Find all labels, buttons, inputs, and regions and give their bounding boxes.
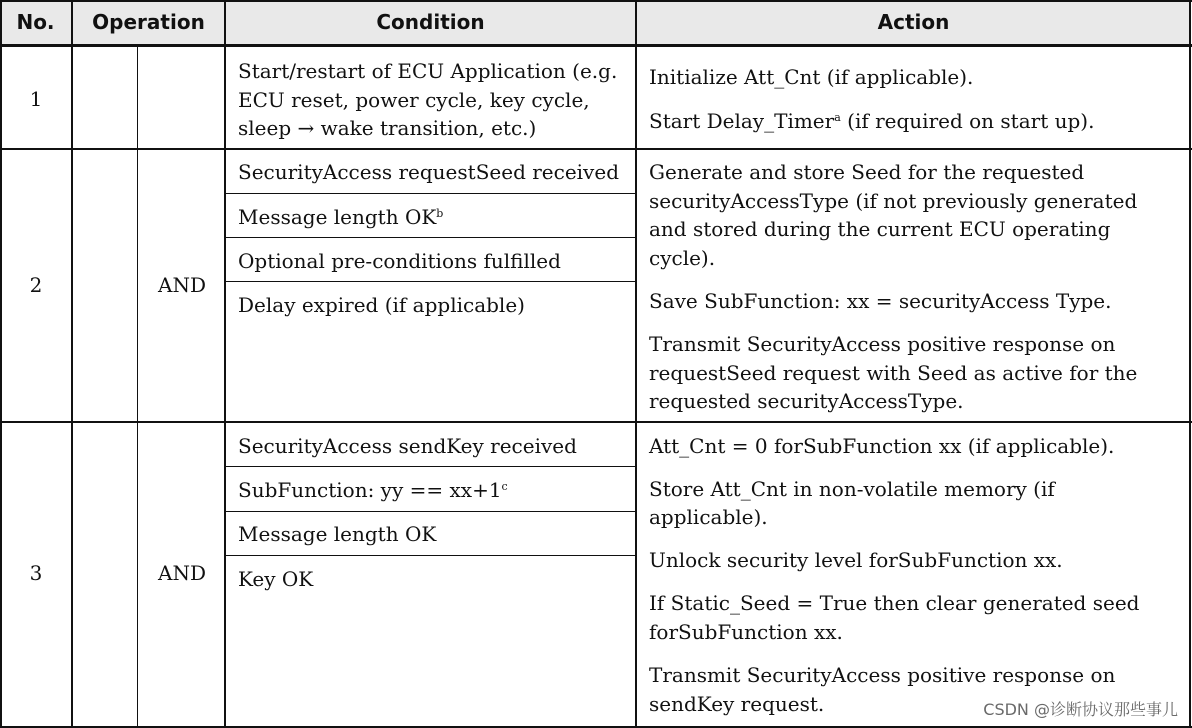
row-1-action-line [649, 107, 1094, 136]
row-3-condition: Key OK [238, 567, 314, 591]
watermark: CSDN @诊断协议那些事儿 [983, 700, 1178, 719]
table-right-border [1189, 0, 1191, 728]
row-1-condition-line: Start/restart of ECU Application (e.g. [238, 59, 618, 83]
col-divider-operation [224, 0, 226, 728]
row-3-action-line: Att_Cnt = 0 forSubFunction xx (if applicable). [649, 434, 1115, 458]
cond-divider [226, 237, 635, 238]
header-no [0, 0, 71, 44]
row-3-action-line: Unlock security level forSubFunction xx. [649, 548, 1063, 572]
row-3-number: 3 [29, 561, 43, 585]
row-3-action-line: applicable). [649, 505, 768, 529]
row-3-action-line: sendKey request. [649, 692, 825, 716]
row-2-condition: Delay expired (if applicable) [238, 293, 525, 317]
row-2-condition: SecurityAccess requestSeed received [238, 160, 619, 184]
row-3-condition: SecurityAccess sendKey received [238, 434, 577, 458]
header-condition [226, 0, 635, 44]
table-top-border [0, 0, 1192, 2]
row-1-action-text: Start Delay_Timer [649, 109, 835, 133]
footnote-c: c [501, 480, 508, 493]
row-2-action-line: requested securityAccessType. [649, 389, 964, 413]
header-condition-label: Condition [376, 10, 485, 34]
header-operation-label: Operation [92, 10, 205, 34]
header-operation [73, 0, 224, 44]
row-2-operation: AND [158, 273, 206, 297]
row-1-condition-line: ECU reset, power cycle, key cycle, [238, 88, 590, 112]
row-divider-2 [0, 421, 1192, 423]
row-2-action-line: requestSeed request with Seed as active for the [649, 361, 1138, 385]
row-2-action-line: Generate and store Seed for the requested [649, 160, 1085, 184]
header-action-label: Action [877, 10, 950, 34]
row-divider-1 [0, 148, 1192, 150]
row-2-action-line: Save SubFunction: xx = securityAccess Type. [649, 289, 1112, 313]
row-1-condition-line: sleep → wake transition, etc.) [238, 116, 537, 140]
footnote-b: b [436, 207, 444, 220]
row-2-condition-text: Message length OK [238, 205, 437, 229]
cond-divider [226, 466, 635, 467]
row-2-condition [238, 203, 443, 232]
footnote-a: a [834, 111, 841, 124]
row-3-action-line: Store Att_Cnt in non-volatile memory (if [649, 477, 1055, 501]
row-3-operation: AND [158, 561, 206, 585]
row-3-action-line: forSubFunction xx. [649, 620, 843, 644]
row-3-action-line: Transmit SecurityAccess positive response on [649, 663, 1116, 687]
operation-subcolumn-divider [137, 46, 138, 728]
cond-divider [226, 193, 635, 194]
row-3-condition-text: SubFunction: yy == xx+1 [238, 478, 502, 502]
row-2-condition: Optional pre-conditions fulfilled [238, 249, 561, 273]
row-2-action-line: cycle). [649, 246, 716, 270]
header-no-label: No. [16, 10, 55, 34]
row-2-action-line: Transmit SecurityAccess positive response on [649, 332, 1116, 356]
header-bottom-border [0, 44, 1192, 47]
row-2-action-line: securityAccessType (if not previously generated [649, 189, 1138, 213]
cond-divider [226, 281, 635, 282]
row-3-action-line: If Static_Seed = True then clear generated seed [649, 591, 1140, 615]
col-divider-no [71, 0, 73, 728]
col-divider-condition [635, 0, 637, 728]
row-3-condition [238, 476, 508, 505]
row-1-number: 1 [29, 87, 43, 111]
cond-divider [226, 511, 635, 512]
row-1-action-line: Initialize Att_Cnt (if applicable). [649, 65, 974, 89]
row-1-action-text: (if required on start up). [840, 109, 1095, 133]
row-2-number: 2 [29, 273, 43, 297]
row-2-action-line: and stored during the current ECU operating [649, 217, 1111, 241]
cond-divider [226, 555, 635, 556]
header-action [637, 0, 1190, 44]
row-3-condition: Message length OK [238, 522, 437, 546]
